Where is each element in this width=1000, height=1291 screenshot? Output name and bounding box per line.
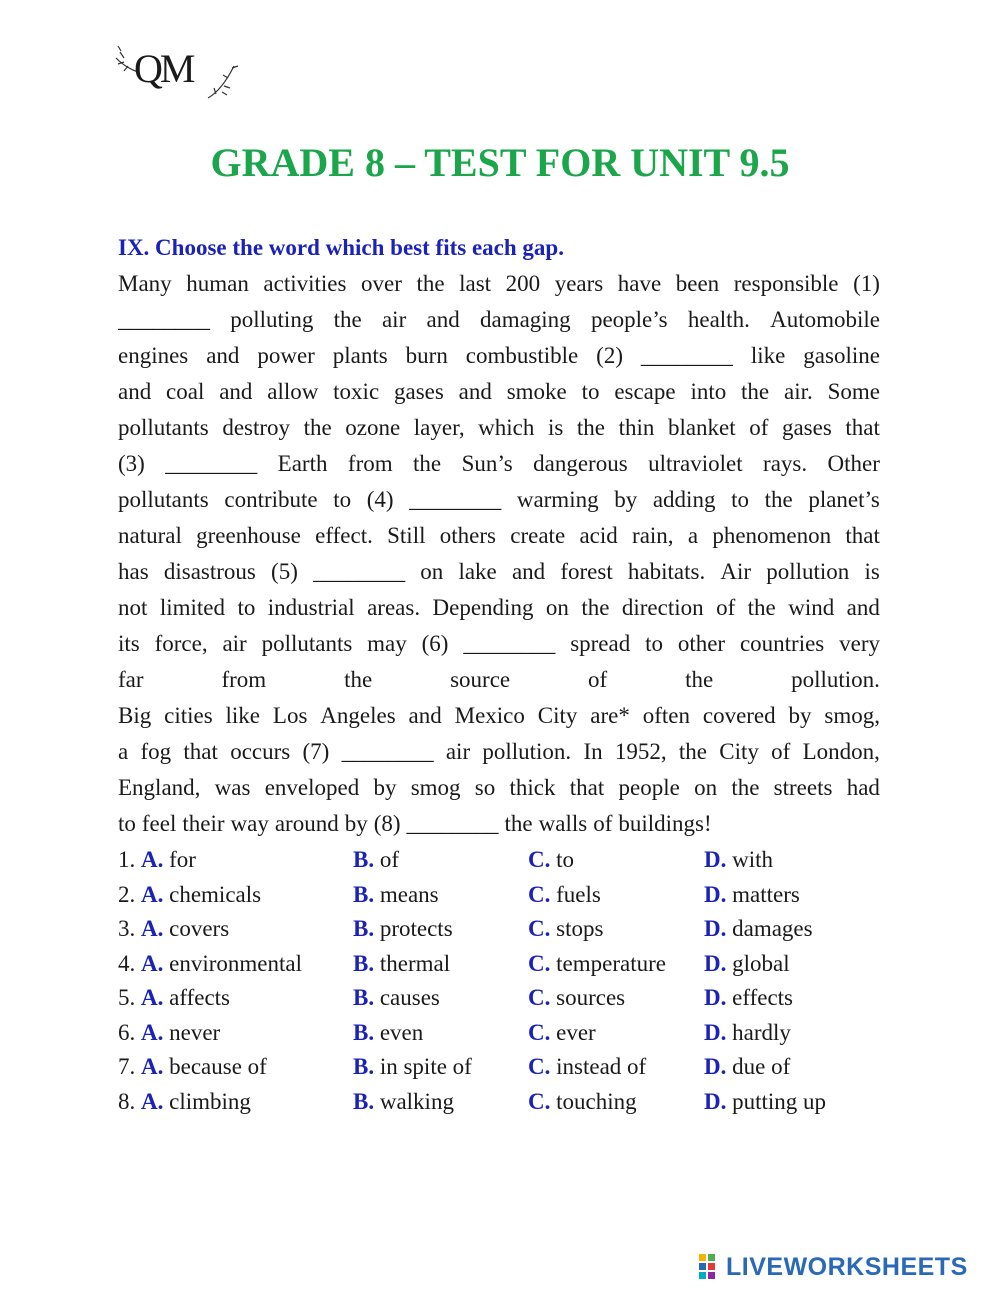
question-number: 6. <box>118 1019 136 1045</box>
question-row <box>118 878 898 913</box>
liveworksheets-brand <box>698 1250 998 1286</box>
answer-option[interactable] <box>353 912 453 947</box>
passage-line: far from the source of the pollution. <box>118 667 880 692</box>
answer-option[interactable] <box>704 878 800 913</box>
option-text: putting up <box>732 1088 827 1114</box>
answer-option[interactable] <box>353 947 450 982</box>
option-text: protects <box>379 916 453 941</box>
answer-option[interactable] <box>704 981 793 1016</box>
answer-option[interactable] <box>118 1085 251 1120</box>
option-text: global <box>732 950 790 976</box>
option-text: covers <box>169 916 230 941</box>
option-text: chemicals <box>169 881 262 907</box>
answer-option[interactable] <box>118 981 230 1016</box>
question-number: 2. <box>118 881 136 907</box>
option-letter: A. <box>141 985 164 1010</box>
option-letter: A. <box>141 950 164 976</box>
liveworksheets-logo-icon <box>698 1252 724 1282</box>
option-text: matters <box>732 881 800 907</box>
option-text: sources <box>556 985 626 1010</box>
logo-text: QM <box>134 46 193 91</box>
answer-option[interactable] <box>528 947 666 982</box>
option-text: thermal <box>379 950 451 976</box>
answer-option[interactable] <box>528 912 603 947</box>
option-letter: B. <box>353 1019 375 1045</box>
answer-option[interactable] <box>118 1016 220 1051</box>
question-number: 1. <box>118 847 136 872</box>
question-row <box>118 912 898 947</box>
option-letter: D. <box>704 950 727 976</box>
exercise-instruction: IX. Choose the word which best fits each gap. <box>118 235 564 260</box>
option-text: because of <box>169 1054 267 1079</box>
option-letter: B. <box>353 847 375 872</box>
option-text: even <box>379 1019 424 1045</box>
option-text: to <box>556 847 575 872</box>
question-row <box>118 981 898 1016</box>
question-row <box>118 947 898 982</box>
passage-line: ________ polluting the air and damaging people’s health. Automobile <box>118 307 880 332</box>
option-letter: C. <box>528 985 551 1010</box>
option-text: ever <box>556 1019 596 1045</box>
passage-line: a fog that occurs (7) ________ air pollution. In 1952, the City of London, <box>118 739 880 764</box>
passage-line: its force, air pollutants may (6) ________ spread to other countries very <box>118 631 880 656</box>
option-letter: C. <box>528 881 551 907</box>
option-letter: D. <box>704 1054 727 1079</box>
option-text: effects <box>732 985 793 1010</box>
option-text: for <box>169 847 196 872</box>
option-text: causes <box>379 985 440 1010</box>
option-letter: B. <box>353 985 375 1010</box>
option-text: affects <box>169 985 230 1010</box>
option-text: instead of <box>556 1054 647 1079</box>
passage-line: Many human activities over the last 200 years have been responsible (1) <box>118 271 880 296</box>
option-text: means <box>379 881 439 907</box>
option-letter: A. <box>141 916 164 941</box>
passage-line: and coal and allow toxic gases and smoke to escape into the air. Some <box>118 379 880 404</box>
question-number: 3. <box>118 916 136 941</box>
answer-option[interactable] <box>704 843 773 878</box>
option-letter: A. <box>141 1054 164 1079</box>
option-letter: B. <box>353 1054 375 1079</box>
option-letter: A. <box>141 1088 164 1114</box>
question-number: 8. <box>118 1088 136 1114</box>
reading-passage <box>118 266 880 842</box>
option-letter: C. <box>528 950 551 976</box>
option-letter: D. <box>704 847 727 872</box>
answer-option[interactable] <box>118 947 302 982</box>
answer-option[interactable] <box>118 843 196 878</box>
option-letter: C. <box>528 1054 551 1079</box>
option-letter: D. <box>704 881 727 907</box>
passage-line: (3) ________ Earth from the Sun’s dangerous ultraviolet rays. Other <box>118 451 880 476</box>
passage-line: England, was enveloped by smog so thick that people on the streets had <box>118 775 880 800</box>
answer-option[interactable] <box>353 843 399 878</box>
option-text: temperature <box>556 950 666 976</box>
answer-option[interactable] <box>118 878 261 913</box>
option-letter: D. <box>704 916 727 941</box>
option-letter: C. <box>528 916 551 941</box>
passage-line: to feel their way around by (8) ________ the walls of buildings! <box>118 811 712 836</box>
qm-logo <box>112 38 242 100</box>
passage-line: pollutants destroy the ozone layer, which is the thin blanket of gases that <box>118 415 880 440</box>
answer-option[interactable] <box>353 1085 454 1120</box>
option-text: with <box>732 847 774 872</box>
question-number: 5. <box>118 985 136 1010</box>
option-text: environmental <box>169 950 302 976</box>
option-letter: C. <box>528 847 551 872</box>
answer-option[interactable] <box>704 1085 826 1120</box>
option-letter: A. <box>141 1019 164 1045</box>
brand-text: LIVEWORKSHEETS <box>726 1253 968 1281</box>
answer-option[interactable] <box>528 1085 637 1120</box>
question-row <box>118 1085 898 1120</box>
answer-option[interactable] <box>704 1050 790 1085</box>
answer-option[interactable] <box>528 843 574 878</box>
question-list <box>118 843 898 1119</box>
option-text: damages <box>732 916 813 941</box>
answer-option[interactable] <box>704 912 813 947</box>
question-row <box>118 843 898 878</box>
option-letter: B. <box>353 1088 375 1114</box>
question-number: 7. <box>118 1054 136 1079</box>
option-letter: C. <box>528 1019 551 1045</box>
option-text: of <box>379 847 400 872</box>
page-title: GRADE 8 – TEST FOR UNIT 9.5 <box>210 140 790 185</box>
option-letter: C. <box>528 1088 551 1114</box>
answer-option[interactable] <box>353 878 439 913</box>
option-text: stops <box>556 916 604 941</box>
answer-option[interactable] <box>528 878 601 913</box>
answer-option[interactable] <box>353 981 440 1016</box>
option-text: climbing <box>169 1088 251 1114</box>
option-text: in spite of <box>379 1054 472 1079</box>
passage-line: pollutants contribute to (4) ________ warming by adding to the planet’s <box>118 487 880 512</box>
option-letter: D. <box>704 985 727 1010</box>
option-letter: D. <box>704 1088 727 1114</box>
answer-option[interactable] <box>704 1016 791 1051</box>
passage-line: Big cities like Los Angeles and Mexico City are* often covered by smog, <box>118 703 880 728</box>
option-letter: B. <box>353 950 375 976</box>
passage-line: engines and power plants burn combustible (2) ________ like gasoline <box>118 343 880 368</box>
question-row <box>118 1050 898 1085</box>
answer-option[interactable] <box>528 1050 646 1085</box>
option-text: fuels <box>556 881 601 907</box>
option-letter: D. <box>704 1019 727 1045</box>
option-text: hardly <box>732 1019 791 1045</box>
answer-option[interactable] <box>704 947 790 982</box>
question-number: 4. <box>118 950 136 976</box>
option-letter: B. <box>353 916 375 941</box>
option-letter: A. <box>141 881 164 907</box>
option-text: due of <box>732 1054 791 1079</box>
answer-option[interactable] <box>353 1050 472 1085</box>
passage-line: natural greenhouse effect. Still others create acid rain, a phenomenon that <box>118 523 880 548</box>
option-text: walking <box>379 1088 454 1114</box>
answer-option[interactable] <box>528 1016 596 1051</box>
answer-option[interactable] <box>118 912 229 947</box>
question-row <box>118 1016 898 1051</box>
option-text: touching <box>556 1088 637 1114</box>
answer-option[interactable] <box>118 1050 267 1085</box>
option-letter: B. <box>353 881 375 907</box>
passage-line: not limited to industrial areas. Depending on the direction of the wind and <box>118 595 880 620</box>
option-text: never <box>169 1019 221 1045</box>
answer-option[interactable] <box>353 1016 423 1051</box>
option-letter: A. <box>141 847 164 872</box>
passage-line: has disastrous (5) ________ on lake and forest habitats. Air pollution is <box>118 559 880 584</box>
answer-option[interactable] <box>528 981 625 1016</box>
